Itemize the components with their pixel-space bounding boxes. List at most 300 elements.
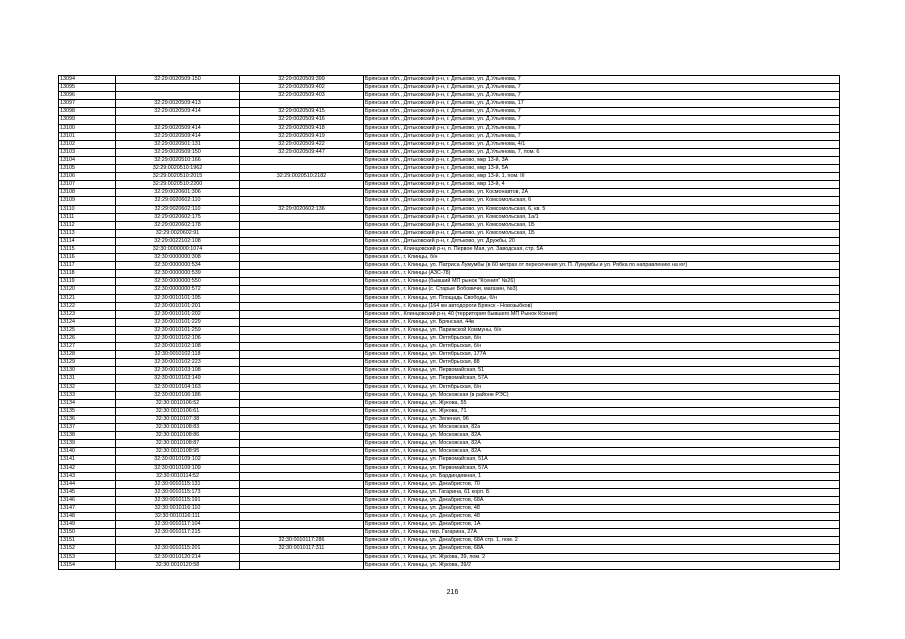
address-cell: Брянская обл., г. Клинцы, ул. Бардиндевная, 1 xyxy=(364,472,840,480)
address-cell: Брянская обл., Дятьковский р-н, г. Дятьково, ул. Д.Ульянова, 7 xyxy=(364,92,840,100)
table-row xyxy=(59,383,840,391)
table-row xyxy=(59,76,840,84)
row-number-cell: 13106 xyxy=(59,173,116,181)
land-cadastral-number-cell: 32:29:0020602:175 xyxy=(116,213,240,221)
address-cell: Брянская обл., Дятьковский р-н, г. Дятьково, мкр 13-й, 4 xyxy=(364,181,840,189)
table-row xyxy=(59,270,840,278)
table-row xyxy=(59,480,840,488)
address-cell: Брянская обл., г. Клинцы, ул. Площадь Свободы, б/н xyxy=(364,294,840,302)
table-row xyxy=(59,351,840,359)
table-row xyxy=(59,302,840,310)
building-cadastral-number-cell xyxy=(240,472,364,480)
row-number-cell: 13123 xyxy=(59,310,116,318)
address-cell: Брянская обл., г. Клинцы, б/н xyxy=(364,254,840,262)
table-row xyxy=(59,496,840,504)
address-cell: Брянская обл., г. Клинцы, ул. Первомайская, 51 xyxy=(364,367,840,375)
building-cadastral-number-cell: 32:29:0020509:403 xyxy=(240,92,364,100)
row-number-cell: 13101 xyxy=(59,132,116,140)
table-row xyxy=(59,124,840,132)
table-row xyxy=(59,513,840,521)
building-cadastral-number-cell: 32:29:0020509:419 xyxy=(240,132,364,140)
row-number-cell: 13094 xyxy=(59,76,116,84)
building-cadastral-number-cell xyxy=(240,335,364,343)
row-number-cell: 13137 xyxy=(59,424,116,432)
address-cell: Брянская обл., Дятьковский р-н, г. Дятьково, ул. Комсомольская, 6, кв. 5 xyxy=(364,205,840,213)
building-cadastral-number-cell xyxy=(240,383,364,391)
row-number-cell: 13096 xyxy=(59,92,116,100)
table-row xyxy=(59,245,840,253)
building-cadastral-number-cell xyxy=(240,165,364,173)
address-cell: Брянская обл., г. Клинцы, ул. Жукова, 39/2 xyxy=(364,561,840,569)
land-cadastral-number-cell: 32:30:0010115:191 xyxy=(116,496,240,504)
land-cadastral-number-cell: 32:30:0010108:83 xyxy=(116,424,240,432)
row-number-cell: 13135 xyxy=(59,407,116,415)
table-row xyxy=(59,92,840,100)
building-cadastral-number-cell xyxy=(240,245,364,253)
address-cell: Брянская обл., Клинцовский р-н, 40 (территория бывшего МП Рынок Ксения) xyxy=(364,310,840,318)
table-row xyxy=(59,399,840,407)
land-cadastral-number-cell: 32:30:0010101:259 xyxy=(116,326,240,334)
building-cadastral-number-cell xyxy=(240,496,364,504)
building-cadastral-number-cell xyxy=(240,100,364,108)
building-cadastral-number-cell xyxy=(240,229,364,237)
land-cadastral-number-cell: 32:30:0010106:186 xyxy=(116,391,240,399)
address-cell: Брянская обл., Дятьковский р-н, г. Дятьково, ул. Д.Ульянова, 7 xyxy=(364,76,840,84)
building-cadastral-number-cell xyxy=(240,343,364,351)
table-row xyxy=(59,472,840,480)
land-cadastral-number-cell: 32:30:0010120:58 xyxy=(116,561,240,569)
row-number-cell: 13098 xyxy=(59,108,116,116)
building-cadastral-number-cell xyxy=(240,448,364,456)
land-cadastral-number-cell: 32:30:0010102:108 xyxy=(116,343,240,351)
table-row xyxy=(59,165,840,173)
address-cell: Брянская обл., Клинцовский р-н, п. Первое Мая, ул. Заводская, стр. 5А xyxy=(364,245,840,253)
table-row xyxy=(59,553,840,561)
building-cadastral-number-cell xyxy=(240,488,364,496)
building-cadastral-number-cell xyxy=(240,561,364,569)
table-row xyxy=(59,229,840,237)
row-number-cell: 13141 xyxy=(59,456,116,464)
address-cell: Брянская обл., г. Клинцы, ул. Декабристов, 48 xyxy=(364,513,840,521)
address-cell: Брянская обл., Дятьковский р-н, г. Дятьково, мкр 13-й, 1, пом. III xyxy=(364,173,840,181)
row-number-cell: 13117 xyxy=(59,262,116,270)
building-cadastral-number-cell xyxy=(240,504,364,512)
row-number-cell: 13145 xyxy=(59,488,116,496)
address-cell: Брянская обл., г. Клинцы, ул. Октябрьская, б/н xyxy=(364,383,840,391)
land-cadastral-number-cell: 32:30:0010101:201 xyxy=(116,302,240,310)
address-cell: Брянская обл., Дятьковский р-н, г. Дятьково, ул. Д.Ульянова, 7 xyxy=(364,116,840,124)
building-cadastral-number-cell xyxy=(240,513,364,521)
row-number-cell: 13142 xyxy=(59,464,116,472)
table-row xyxy=(59,375,840,383)
land-cadastral-number-cell: 32:30:0000000:572 xyxy=(116,286,240,294)
land-cadastral-number-cell: 32:30:0010114:52 xyxy=(116,472,240,480)
row-number-cell: 13127 xyxy=(59,343,116,351)
table-row xyxy=(59,100,840,108)
row-number-cell: 13149 xyxy=(59,521,116,529)
table-row xyxy=(59,156,840,164)
land-cadastral-number-cell: 32:30:0010102:223 xyxy=(116,359,240,367)
land-cadastral-number-cell: 32:30:0010103:149 xyxy=(116,375,240,383)
address-cell: Брянская обл., г. Клинцы (164 км автодороги Брянск - Новозыбков) xyxy=(364,302,840,310)
address-cell: Брянская обл., Дятьковский р-н, г. Дятьково, ул. Дружбы, 20 xyxy=(364,237,840,245)
table-row xyxy=(59,415,840,423)
address-cell: Брянская обл., Дятьковский р-н, г. Дятьково, ул. Д.Ульянова, 4/1 xyxy=(364,140,840,148)
row-number-cell: 13108 xyxy=(59,189,116,197)
address-cell: Брянская обл., г. Клинцы, ул. Первомайская, 57А xyxy=(364,375,840,383)
address-cell: Брянская обл., Дятьковский р-н, г. Дятьково, ул. Комсомольская, 6 xyxy=(364,197,840,205)
land-cadastral-number-cell: 32:30:0010107:38 xyxy=(116,415,240,423)
row-number-cell: 13110 xyxy=(59,205,116,213)
row-number-cell: 13126 xyxy=(59,335,116,343)
table-row xyxy=(59,407,840,415)
address-cell: Брянская обл., Дятьковский р-н, г. Дятьково, мкр 13-й, 5А xyxy=(364,165,840,173)
land-cadastral-number-cell: 32:30:0010102:106 xyxy=(116,335,240,343)
address-cell: Брянская обл., Дятьковский р-н, г. Дятьково, ул. Д.Ульянова, 7 xyxy=(364,132,840,140)
address-cell: Брянская обл., г. Клинцы, ул. Жукова, 71 xyxy=(364,407,840,415)
table-row xyxy=(59,237,840,245)
land-cadastral-number-cell: 32:29:0020602:110 xyxy=(116,197,240,205)
table-row xyxy=(59,456,840,464)
address-cell: Брянская обл., г. Клинцы, ул. Октябрьская, 88 xyxy=(364,359,840,367)
address-cell: Брянская обл., Дятьковский р-н, г. Дятьково, ул. Комсомольская, 1Б xyxy=(364,221,840,229)
building-cadastral-number-cell xyxy=(240,424,364,432)
address-cell: Брянская обл., г. Клинцы, ул. Декабристов, 1А xyxy=(364,521,840,529)
address-cell: Брянская обл., Дятьковский р-н, г. Дятьково, ул. Комсомольская, 1Б xyxy=(364,229,840,237)
land-cadastral-number-cell: 32:30:0010115:173 xyxy=(116,488,240,496)
land-cadastral-number-cell: 32:29:0020509:150 xyxy=(116,76,240,84)
register-table-body xyxy=(59,76,840,570)
building-cadastral-number-cell: 32:29:0020509:422 xyxy=(240,140,364,148)
address-cell: Брянская обл., Дятьковский р-н, г. Дятьково, ул. Д.Ульянова, 7 xyxy=(364,108,840,116)
address-cell: Брянская обл., г. Клинцы, ул. Октябрьская, 177А xyxy=(364,351,840,359)
table-row xyxy=(59,148,840,156)
row-number-cell: 13130 xyxy=(59,367,116,375)
address-cell: Брянская обл., Дятьковский р-н, г. Дятьково, ул. Д.Ульянова, 7, пом. 6 xyxy=(364,148,840,156)
row-number-cell: 13114 xyxy=(59,237,116,245)
land-cadastral-number-cell: 32:30:0010117:104 xyxy=(116,521,240,529)
land-cadastral-number-cell: 32:30:0010108:87 xyxy=(116,440,240,448)
land-cadastral-number-cell: 32:29:0020602:178 xyxy=(116,221,240,229)
address-cell: Брянская обл., Дятьковский р-н, г. Дятьково, ул. Комсомольская, 1а/1 xyxy=(364,213,840,221)
row-number-cell: 13120 xyxy=(59,286,116,294)
building-cadastral-number-cell xyxy=(240,440,364,448)
building-cadastral-number-cell xyxy=(240,391,364,399)
row-number-cell: 13109 xyxy=(59,197,116,205)
table-row xyxy=(59,537,840,545)
building-cadastral-number-cell xyxy=(240,407,364,415)
table-row xyxy=(59,448,840,456)
land-cadastral-number-cell: 32:30:0010101:202 xyxy=(116,310,240,318)
table-row xyxy=(59,343,840,351)
address-cell: Брянская обл., г. Клинцы, ул. Брянская, 44в xyxy=(364,318,840,326)
building-cadastral-number-cell xyxy=(240,197,364,205)
table-row xyxy=(59,504,840,512)
building-cadastral-number-cell: 32:29:0020509:399 xyxy=(240,76,364,84)
address-cell: Брянская обл., г. Клинцы, ул. Зеленая, 96 xyxy=(364,415,840,423)
table-row xyxy=(59,286,840,294)
address-cell: Брянская обл., Дятьковский р-н, г. Дятьково, ул. Д.Ульянова, 7 xyxy=(364,124,840,132)
row-number-cell: 13122 xyxy=(59,302,116,310)
table-row xyxy=(59,140,840,148)
table-row xyxy=(59,335,840,343)
building-cadastral-number-cell: 32:29:0020509:447 xyxy=(240,148,364,156)
building-cadastral-number-cell: 32:29:0020509:402 xyxy=(240,84,364,92)
building-cadastral-number-cell xyxy=(240,415,364,423)
row-number-cell: 13107 xyxy=(59,181,116,189)
table-row xyxy=(59,294,840,302)
land-cadastral-number-cell: 32:30:0000000:534 xyxy=(116,262,240,270)
address-cell: Брянская обл., г. Клинцы, ул. Московская, 82А xyxy=(364,440,840,448)
row-number-cell: 13097 xyxy=(59,100,116,108)
land-cadastral-number-cell: 32:30:0000000:1074 xyxy=(116,245,240,253)
address-cell: Брянская обл., г. Клинцы, ул. Декабристов, 68А стр. 1, пом. 2 xyxy=(364,537,840,545)
table-row xyxy=(59,205,840,213)
table-row xyxy=(59,318,840,326)
land-cadastral-number-cell: 32:30:0000000:539 xyxy=(116,270,240,278)
table-row xyxy=(59,197,840,205)
building-cadastral-number-cell xyxy=(240,294,364,302)
address-cell: Брянская обл., г. Клинцы, ул. Московская (в районе РЭС) xyxy=(364,391,840,399)
building-cadastral-number-cell xyxy=(240,399,364,407)
table-row xyxy=(59,84,840,92)
table-row xyxy=(59,391,840,399)
land-cadastral-number-cell: 32:29:0020509:414 xyxy=(116,124,240,132)
row-number-cell: 13133 xyxy=(59,391,116,399)
address-cell: Брянская обл., г. Клинцы, ул. Декабристов, 68А xyxy=(364,545,840,553)
building-cadastral-number-cell xyxy=(240,367,364,375)
row-number-cell: 13151 xyxy=(59,537,116,545)
building-cadastral-number-cell xyxy=(240,270,364,278)
building-cadastral-number-cell xyxy=(240,529,364,537)
building-cadastral-number-cell xyxy=(240,310,364,318)
row-number-cell: 13147 xyxy=(59,504,116,512)
row-number-cell: 13144 xyxy=(59,480,116,488)
cadastral-register-table xyxy=(58,75,840,570)
table-row xyxy=(59,440,840,448)
building-cadastral-number-cell xyxy=(240,262,364,270)
building-cadastral-number-cell: 32:29:0020509:416 xyxy=(240,116,364,124)
building-cadastral-number-cell xyxy=(240,213,364,221)
address-cell: Брянская обл., г. Клинцы, ул. Октябрьская, б/н xyxy=(364,343,840,351)
building-cadastral-number-cell xyxy=(240,181,364,189)
land-cadastral-number-cell: 32:29:0022102:108 xyxy=(116,237,240,245)
row-number-cell: 13150 xyxy=(59,529,116,537)
row-number-cell: 13125 xyxy=(59,326,116,334)
address-cell: Брянская обл., г. Клинцы, пер. Гагарина, 27А xyxy=(364,529,840,537)
building-cadastral-number-cell xyxy=(240,432,364,440)
row-number-cell: 13134 xyxy=(59,399,116,407)
table-row xyxy=(59,254,840,262)
land-cadastral-number-cell: 32:30:0010120:214 xyxy=(116,553,240,561)
land-cadastral-number-cell: 32:30:0010101:195 xyxy=(116,294,240,302)
building-cadastral-number-cell xyxy=(240,521,364,529)
table-row xyxy=(59,108,840,116)
address-cell: Брянская обл., г. Клинцы, ул. Декабристов, 70 xyxy=(364,480,840,488)
table-row xyxy=(59,173,840,181)
building-cadastral-number-cell xyxy=(240,237,364,245)
building-cadastral-number-cell: 32:29:0020602:136 xyxy=(240,205,364,213)
land-cadastral-number-cell: 32:30:0010106:52 xyxy=(116,399,240,407)
land-cadastral-number-cell: 32:30:0010108:95 xyxy=(116,448,240,456)
building-cadastral-number-cell: 32:30:0010117:286 xyxy=(240,537,364,545)
table-row xyxy=(59,262,840,270)
table-row xyxy=(59,189,840,197)
building-cadastral-number-cell xyxy=(240,254,364,262)
address-cell: Брянская обл., Дятьковский р-н, г. Дятьково, мкр 13-й, 3А xyxy=(364,156,840,164)
building-cadastral-number-cell xyxy=(240,156,364,164)
building-cadastral-number-cell xyxy=(240,278,364,286)
row-number-cell: 13103 xyxy=(59,148,116,156)
table-row xyxy=(59,326,840,334)
row-number-cell: 13102 xyxy=(59,140,116,148)
land-cadastral-number-cell: 32:29:0020509:414 xyxy=(116,132,240,140)
land-cadastral-number-cell: 32:30:0010117:215 xyxy=(116,529,240,537)
address-cell: Брянская обл., г. Клинцы, ул. Патриса Лумумбы (в 60 метрах от пересечения ул. П. Лумумбы и ул. Рябка по направлению на юг) xyxy=(364,262,840,270)
building-cadastral-number-cell: 32:29:0020509:415 xyxy=(240,108,364,116)
building-cadastral-number-cell: 32:30:0010117:311 xyxy=(240,545,364,553)
land-cadastral-number-cell: 32:29:0020510:1962 xyxy=(116,165,240,173)
table-row xyxy=(59,424,840,432)
row-number-cell: 13111 xyxy=(59,213,116,221)
land-cadastral-number-cell: 32:30:0010109:102 xyxy=(116,456,240,464)
address-cell: Брянская обл., г. Клинцы, ул. Московская, 82а xyxy=(364,424,840,432)
land-cadastral-number-cell: 32:30:0010106:61 xyxy=(116,407,240,415)
table-row xyxy=(59,545,840,553)
address-cell: Брянская обл., г. Клинцы (с. Старые Бобовичи, магазин, №3) xyxy=(364,286,840,294)
row-number-cell: 13118 xyxy=(59,270,116,278)
land-cadastral-number-cell: 32:30:0000000:550 xyxy=(116,278,240,286)
building-cadastral-number-cell xyxy=(240,351,364,359)
address-cell: Брянская обл., г. Клинцы, ул. Декабристов, 48 xyxy=(364,504,840,512)
table-row xyxy=(59,213,840,221)
land-cadastral-number-cell: 32:29:0020602:91 xyxy=(116,229,240,237)
land-cadastral-number-cell: 32:30:0010104:163 xyxy=(116,383,240,391)
table-row xyxy=(59,367,840,375)
row-number-cell: 13128 xyxy=(59,351,116,359)
building-cadastral-number-cell xyxy=(240,318,364,326)
land-cadastral-number-cell: 32:30:0010103:108 xyxy=(116,367,240,375)
row-number-cell: 13132 xyxy=(59,383,116,391)
row-number-cell: 13136 xyxy=(59,415,116,423)
address-cell: Брянская обл., г. Клинцы, ул. Первомайская, 51А xyxy=(364,456,840,464)
row-number-cell: 13138 xyxy=(59,432,116,440)
land-cadastral-number-cell: 32:29:0020509:413 xyxy=(116,100,240,108)
address-cell: Брянская обл., г. Клинцы, ул. Гагарина, 61 корп. Б xyxy=(364,488,840,496)
row-number-cell: 13143 xyxy=(59,472,116,480)
land-cadastral-number-cell xyxy=(116,92,240,100)
land-cadastral-number-cell xyxy=(116,84,240,92)
address-cell: Брянская обл., г. Клинцы, ул. Парижской Коммуны, б/н xyxy=(364,326,840,334)
land-cadastral-number-cell: 32:29:0020501:131 xyxy=(116,140,240,148)
row-number-cell: 13140 xyxy=(59,448,116,456)
row-number-cell: 13154 xyxy=(59,561,116,569)
row-number-cell: 13119 xyxy=(59,278,116,286)
land-cadastral-number-cell: 32:29:0020509:414 xyxy=(116,108,240,116)
building-cadastral-number-cell xyxy=(240,456,364,464)
address-cell: Брянская обл., Дятьковский р-н, г. Дятьково, ул. Д.Ульянова, 17 xyxy=(364,100,840,108)
building-cadastral-number-cell: 32:29:0020510:2182 xyxy=(240,173,364,181)
table-row xyxy=(59,529,840,537)
land-cadastral-number-cell: 32:30:0010115:201 xyxy=(116,545,240,553)
building-cadastral-number-cell xyxy=(240,359,364,367)
land-cadastral-number-cell: 32:30:0010109:109 xyxy=(116,464,240,472)
table-row xyxy=(59,221,840,229)
row-number-cell: 13105 xyxy=(59,165,116,173)
table-row xyxy=(59,561,840,569)
table-row xyxy=(59,132,840,140)
row-number-cell: 13104 xyxy=(59,156,116,164)
land-cadastral-number-cell: 32:29:0020510:2200 xyxy=(116,181,240,189)
building-cadastral-number-cell xyxy=(240,221,364,229)
address-cell: Брянская обл., г. Клинцы, ул. Первомайская, 57А xyxy=(364,464,840,472)
row-number-cell: 13153 xyxy=(59,553,116,561)
land-cadastral-number-cell: 32:30:0010116:110 xyxy=(116,504,240,512)
land-cadastral-number-cell: 32:30:0010102:118 xyxy=(116,351,240,359)
row-number-cell: 13131 xyxy=(59,375,116,383)
row-number-cell: 13129 xyxy=(59,359,116,367)
table-row xyxy=(59,278,840,286)
address-cell: Брянская обл., г. Клинцы, ул. Московская, 82А xyxy=(364,448,840,456)
address-cell: Брянская обл., Дятьковский р-н, г. Дятьково, ул. Космонавтов, 2А xyxy=(364,189,840,197)
address-cell: Брянская обл., г. Клинцы, ул. Московская, 82А xyxy=(364,432,840,440)
building-cadastral-number-cell xyxy=(240,464,364,472)
page-number: 216 xyxy=(446,589,459,596)
row-number-cell: 13112 xyxy=(59,221,116,229)
building-cadastral-number-cell xyxy=(240,480,364,488)
building-cadastral-number-cell: 32:29:0020509:418 xyxy=(240,124,364,132)
row-number-cell: 13146 xyxy=(59,496,116,504)
building-cadastral-number-cell xyxy=(240,286,364,294)
address-cell: Брянская обл., г. Клинцы, ул. Жукова, 39, пом. 2 xyxy=(364,553,840,561)
row-number-cell: 13100 xyxy=(59,124,116,132)
table-row xyxy=(59,432,840,440)
row-number-cell: 13152 xyxy=(59,545,116,553)
land-cadastral-number-cell: 32:30:0010101:229 xyxy=(116,318,240,326)
address-cell: Брянская обл., г. Клинцы, ул. Октябрьская, б/н xyxy=(364,335,840,343)
land-cadastral-number-cell xyxy=(116,116,240,124)
address-cell: Брянская обл., г. Клинцы (АЗС-78) xyxy=(364,270,840,278)
land-cadastral-number-cell: 32:29:0020601:306 xyxy=(116,189,240,197)
row-number-cell: 13095 xyxy=(59,84,116,92)
land-cadastral-number-cell: 32:29:0020602:110 xyxy=(116,205,240,213)
land-cadastral-number-cell: 32:29:0020510:166 xyxy=(116,156,240,164)
table-row xyxy=(59,310,840,318)
row-number-cell: 13148 xyxy=(59,513,116,521)
land-cadastral-number-cell: 32:30:0000000:308 xyxy=(116,254,240,262)
building-cadastral-number-cell xyxy=(240,189,364,197)
row-number-cell: 13113 xyxy=(59,229,116,237)
row-number-cell: 13115 xyxy=(59,245,116,253)
building-cadastral-number-cell xyxy=(240,326,364,334)
land-cadastral-number-cell: 32:30:0010115:131 xyxy=(116,480,240,488)
table-row xyxy=(59,488,840,496)
land-cadastral-number-cell: 32:30:0010108:86 xyxy=(116,432,240,440)
building-cadastral-number-cell xyxy=(240,375,364,383)
building-cadastral-number-cell xyxy=(240,553,364,561)
table-row xyxy=(59,464,840,472)
land-cadastral-number-cell: 32:30:0010116:111 xyxy=(116,513,240,521)
land-cadastral-number-cell: 32:29:0020509:150 xyxy=(116,148,240,156)
address-cell: Брянская обл., г. Клинцы (бывший МП рынок "Ксения" №26) xyxy=(364,278,840,286)
row-number-cell: 13121 xyxy=(59,294,116,302)
table-row xyxy=(59,359,840,367)
row-number-cell: 13099 xyxy=(59,116,116,124)
table-row xyxy=(59,521,840,529)
register-page xyxy=(58,75,840,570)
table-row xyxy=(59,116,840,124)
table-row xyxy=(59,181,840,189)
